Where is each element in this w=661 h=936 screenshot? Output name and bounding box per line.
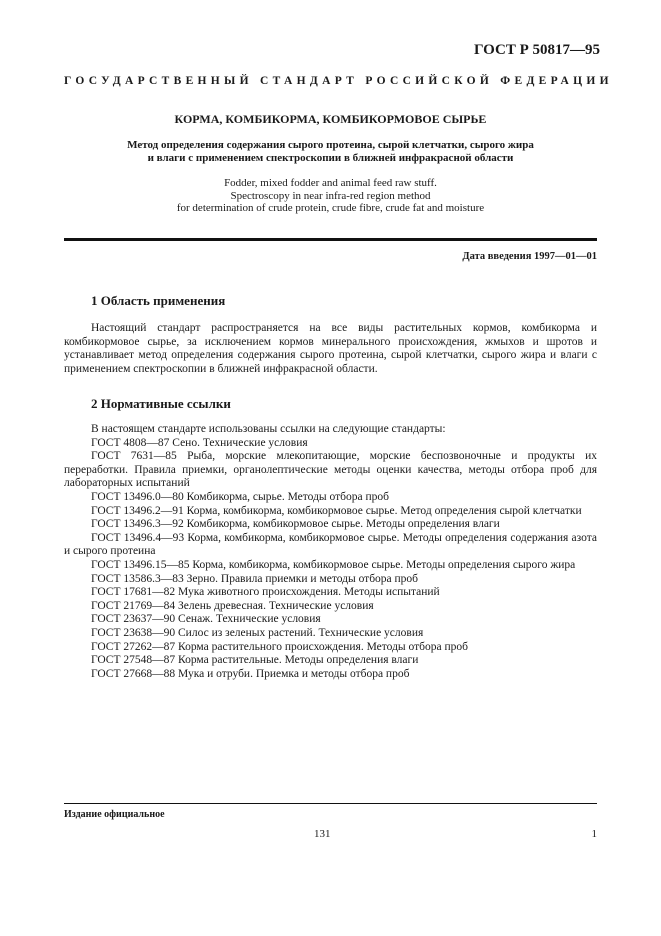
- reference-item: ГОСТ 4808—87 Сено. Технические условия: [91, 436, 308, 449]
- scope-paragraph: Настоящий стандарт распространяется на все виды растительных кормов, комбикорма и комбикормовое сырье, за исключением кормов минерального происхождения, жмыхов и шротов и устанавливает метод определения содержания сырого протеина, сырой клетчатки, сырого жира и влаги с применением спектроскопии в ближней инфракрасной области.: [64, 322, 597, 375]
- header-divider: [64, 238, 597, 241]
- reference-item: ГОСТ 13496.0—80 Комбикорма, сырье. Методы отбора проб: [91, 490, 389, 503]
- section-heading-references: 2 Нормативные ссылки: [91, 396, 231, 411]
- scope-section: [64, 322, 597, 376]
- section-heading-scope: 1 Область применения: [91, 293, 226, 308]
- reference-item: ГОСТ 23637—90 Сенаж. Технические условия: [91, 613, 321, 626]
- document-subtitle: [64, 139, 597, 165]
- reference-item: ГОСТ 13496.3—92 Комбикорма, комбикормовое сырье. Методы определения влаги: [91, 518, 500, 531]
- state-standard-heading: ГОСУДАРСТВЕННЫЙ СТАНДАРТ РОССИЙСКОЙ ФЕДЕРАЦИИ: [64, 75, 613, 87]
- page-number: 131: [314, 828, 331, 840]
- reference-item: ГОСТ 7631—85 Рыба, морские млекопитающие, морские беспозвоночные и продукты их переработки. Правила приемки, органолептические методы оценки качества, методы отбора проб для лабораторных испытаний: [64, 450, 597, 490]
- english-title-line: for determination of crude protein, crude fibre, crude fat and moisture: [176, 202, 485, 214]
- reference-item: ГОСТ 17681—82 Мука животного происхождения. Методы испытаний: [91, 586, 440, 599]
- english-title: [64, 177, 597, 215]
- subtitle-line: Метод определения содержания сырого протеина, сырой клетчатки, сырого жира: [127, 139, 534, 151]
- reference-item: ГОСТ 23638—90 Силос из зеленых растений. Технические условия: [91, 626, 424, 639]
- reference-item: ГОСТ 13496.4—93 Корма, комбикорма, комбикормовое сырье. Методы определения содержания азота и сырого протеина: [64, 531, 597, 558]
- standard-number: ГОСТ Р 50817—95: [473, 42, 600, 58]
- sheet-number: 1: [591, 828, 597, 840]
- introduction-date: Дата введения 1997—01—01: [462, 251, 597, 262]
- references-list: [64, 423, 597, 681]
- reference-item: ГОСТ 21769—84 Зелень древесная. Технические условия: [91, 599, 374, 612]
- footer-divider: [64, 803, 597, 804]
- official-edition-label: Издание официальное: [64, 809, 165, 820]
- subtitle-line: и влаги с применением спектроскопии в ближней инфракрасной области: [147, 152, 514, 164]
- english-title-line: Fodder, mixed fodder and animal feed raw stuff.: [224, 177, 437, 189]
- document-title: КОРМА, КОМБИКОРМА, КОМБИКОРМОВОЕ СЫРЬЕ: [174, 112, 487, 126]
- reference-item: ГОСТ 13496.2—91 Корма, комбикорма, комбикормовое сырье. Метод определения сырой клетчатки: [91, 504, 582, 517]
- reference-item: ГОСТ 13586.3—83 Зерно. Правила приемки и методы отбора проб: [91, 572, 419, 585]
- reference-item: ГОСТ 27668—88 Мука и отруби. Приемка и методы отбора проб: [91, 667, 410, 680]
- reference-item: ГОСТ 13496.15—85 Корма, комбикорма, комбикормовое сырье. Методы определения сырого жира: [91, 558, 576, 571]
- reference-item: ГОСТ 27548—87 Корма растительные. Методы определения влаги: [91, 654, 419, 667]
- english-title-line: Spectroscopy in near infra-red region method: [230, 189, 431, 202]
- references-intro: В настоящем стандарте использованы ссылки на следующие стандарты:: [91, 423, 446, 435]
- reference-item: ГОСТ 27262—87 Корма растительного происхождения. Методы отбора проб: [91, 640, 468, 653]
